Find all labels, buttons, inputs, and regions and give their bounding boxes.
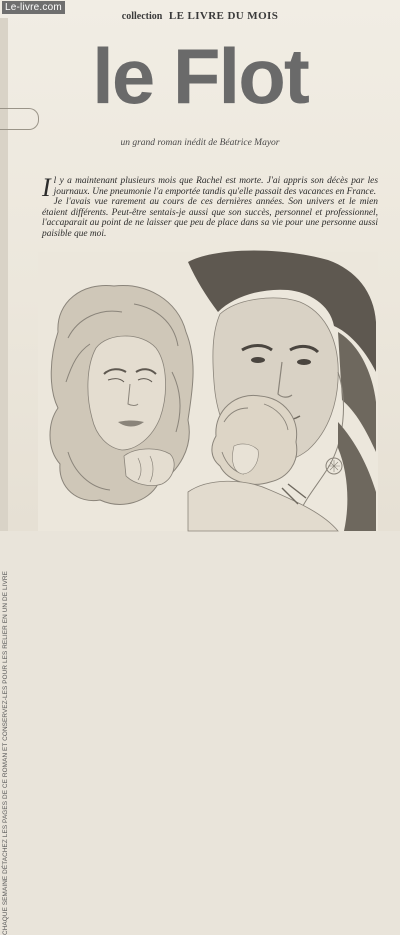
- couple-sketch-illustration: [38, 252, 378, 531]
- paragraph-2: Je l'avais vue rarement au cours de ces dernières années. Son univers et le mien étaient différents. Peut-être sentais-je aussi que son succès, personnel et professionnel, l'accaparait au point de ne laisser que peu de place dans sa vie pour une personne aussi paisible que moi.: [42, 197, 378, 239]
- collection-name: LE LIVRE DU MOIS: [168, 10, 279, 22]
- subtitle: un grand roman inédit de Béatrice Mayor: [120, 138, 280, 148]
- illustration-svg: [38, 252, 378, 531]
- paragraph-1-text: l y a maintenant plusieurs mois que Rachel est morte. J'ai appris son décès par les journaux. Une pneumonie l'a emportée tandis qu'elle passait des vacances en France.: [53, 176, 378, 197]
- collection-header: [0, 10, 400, 22]
- side-instruction-text: CHAQUE SEMAINE DÉTACHEZ LES PAGES DE CE ROMAN ET CONSERVEZ-LES POUR LES RELIER EN UN DE LIVRE: [2, 571, 9, 935]
- story-text: [42, 173, 378, 240]
- collection-label: collection: [121, 11, 163, 22]
- site-watermark: Le-livre.com: [2, 1, 65, 14]
- paragraph-1: [42, 173, 378, 202]
- side-instruction: [2, 112, 12, 935]
- page-title: le Flot: [92, 32, 308, 120]
- dropcap: I: [42, 173, 51, 202]
